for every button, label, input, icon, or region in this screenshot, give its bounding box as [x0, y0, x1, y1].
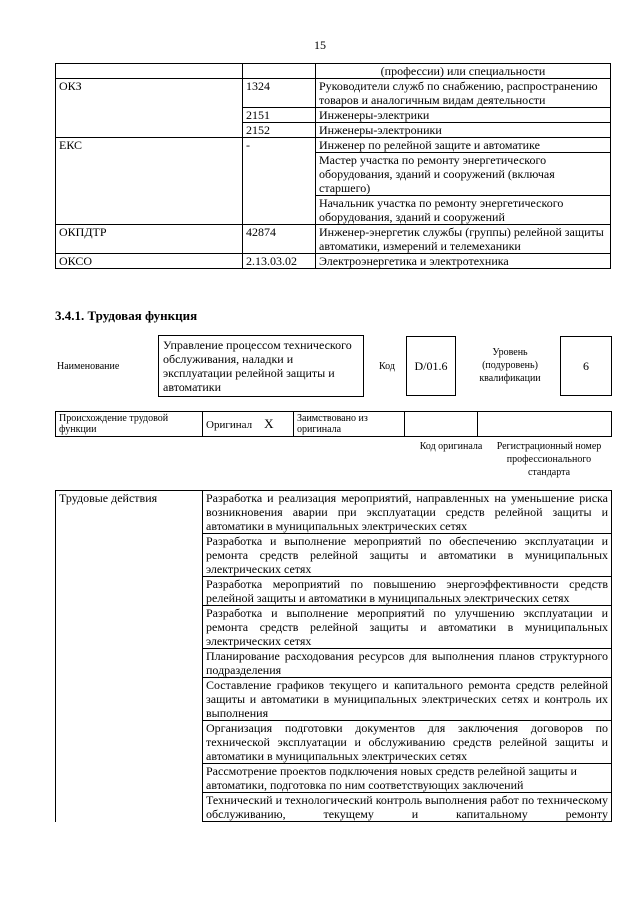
classifier-label: ОКСО [56, 254, 243, 269]
labor-action-item: Разработка и выполнение мероприятий по улучшению эксплуатации и ремонта средств релейной защиты и автоматики в муниципальных электрических сетях [203, 606, 612, 649]
classifier-code: 2.13.03.02 [243, 254, 316, 269]
classifier-code [243, 196, 316, 225]
table-row [56, 254, 611, 269]
classifier-label [56, 196, 243, 225]
table-row [56, 108, 611, 123]
classifier-code: 1324 [243, 79, 316, 108]
header-spacer [56, 764, 203, 793]
classifier-code: 2152 [243, 123, 316, 138]
table-row [56, 606, 612, 649]
header-spacer [56, 606, 203, 649]
table-row [56, 412, 612, 437]
labor-action-item: Составление графиков текущего и капитального ремонта средств релейной защиты и автоматики в муниципальных электрических сетях и контроль их выполнения [203, 678, 612, 721]
header-spacer [56, 577, 203, 606]
function-code-value [406, 336, 456, 396]
table-row [56, 64, 611, 79]
header-spacer [56, 649, 203, 678]
classifier-code: 2151 [243, 108, 316, 123]
classifier-code [243, 153, 316, 196]
reg-number-cell [478, 412, 612, 437]
table-row [56, 649, 612, 678]
header-spacer [56, 534, 203, 577]
classifier-label [56, 153, 243, 196]
classifier-label: ОКЗ [56, 79, 243, 108]
table-row [56, 534, 612, 577]
labor-action-item: Рассмотрение проектов подключения новых средств релейной защиты и автоматики, подготовка по ним соответствующих заключений [203, 764, 612, 793]
classifier-name: Инженер по релейной защите и автоматике [316, 138, 611, 153]
classifier-name: Инженер-энергетик службы (группы) релейной защиты автоматики, измерений и телемеханики [316, 225, 611, 254]
original-cell [203, 412, 294, 437]
table-row [56, 153, 611, 196]
table-row [56, 678, 612, 721]
function-code-text: D/01.6 [414, 358, 448, 373]
classifier-label [56, 64, 243, 79]
classifier-name: Инженеры-электроники [316, 123, 611, 138]
classifier-name: Начальник участка по ремонту энергетического оборудования, зданий и сооружений [316, 196, 611, 225]
table-row [56, 123, 611, 138]
labor-actions-table [55, 490, 612, 822]
classifier-code: - [243, 138, 316, 153]
table-row [56, 721, 612, 764]
table-row [56, 793, 612, 822]
function-name-value: Управление процессом технического обслуживания, наладки и эксплуатации релейной защиты и автоматики [158, 335, 364, 397]
classifier-label: ЕКС [56, 138, 243, 153]
table-row [56, 79, 611, 108]
classifier-code: 42874 [243, 225, 316, 254]
borrowed-label: Заимствовано из оригинала [294, 412, 405, 437]
qualification-level-value [560, 336, 612, 396]
qualification-level-text: 6 [583, 358, 589, 373]
labor-action-item: Организация подготовки документов для заключения договоров по технической эксплуатации и обслуживанию средств релейной защиты и автоматики в муниципальных электрических сетях [203, 721, 612, 764]
classifier-code [243, 64, 316, 79]
labor-actions-header: Трудовые действия [56, 491, 203, 534]
classifier-label [56, 108, 243, 123]
function-name-label: Наименование [57, 361, 120, 372]
function-code-label: Код [379, 361, 395, 372]
section-title: 3.4.1. Трудовая функция [55, 308, 198, 323]
labor-action-item: Планирование расходования ресурсов для выполнения планов структурного подразделения [203, 649, 612, 678]
table-row [56, 138, 611, 153]
original-label: Оригинал [206, 418, 253, 431]
original-code-caption: Код оригинала [419, 441, 483, 452]
origin-label: Происхождение трудовой функции [56, 412, 203, 437]
qualification-level-label: Уровень (подуровень) квалификации [479, 347, 541, 384]
labor-action-item: Разработка и выполнение мероприятий по обеспечению эксплуатации и ремонта средств релейной защиты и автоматики в муниципальных электрических сетях [203, 534, 612, 577]
header-spacer [56, 793, 203, 822]
labor-action-item: Разработка мероприятий по повышению энергоэффективности средств релейной защиты и автоматики в муниципальных электрических сетях [203, 577, 612, 606]
table-row [56, 196, 611, 225]
original-code-cell [405, 412, 478, 437]
classification-table [55, 63, 611, 269]
header-spacer [56, 721, 203, 764]
table-row [56, 225, 611, 254]
labor-action-item: Разработка и реализация мероприятий, направленных на уменьшение риска возникновения аварии при эксплуатации средств релейной защиты и автоматики в муниципальных электрических сетях [203, 491, 612, 534]
classifier-name: Инженеры-электрики [316, 108, 611, 123]
table-row [56, 491, 612, 534]
header-spacer [56, 678, 203, 721]
classifier-name: Электроэнергетика и электротехника [316, 254, 611, 269]
page-number: 15 [314, 38, 326, 52]
classifier-label [56, 123, 243, 138]
table-row [56, 764, 612, 793]
origin-table [55, 411, 612, 437]
classifier-name: Руководители служб по снабжению, распространению товаров и аналогичным видам деятельности [316, 79, 611, 108]
labor-action-item: Технический и технологический контроль выполнения работ по техническому обслуживанию, текущему и капитальному ремонту [203, 793, 612, 822]
classifier-name: (профессии) или специальности [316, 64, 611, 79]
original-mark: X [264, 415, 274, 431]
table-row [56, 577, 612, 606]
classifier-label: ОКПДТР [56, 225, 243, 254]
reg-number-caption: Регистрационный номер профессионального стандарта [496, 441, 602, 478]
classifier-name: Мастер участка по ремонту энергетического оборудования, зданий и сооружений (включая старшего) [316, 153, 611, 196]
